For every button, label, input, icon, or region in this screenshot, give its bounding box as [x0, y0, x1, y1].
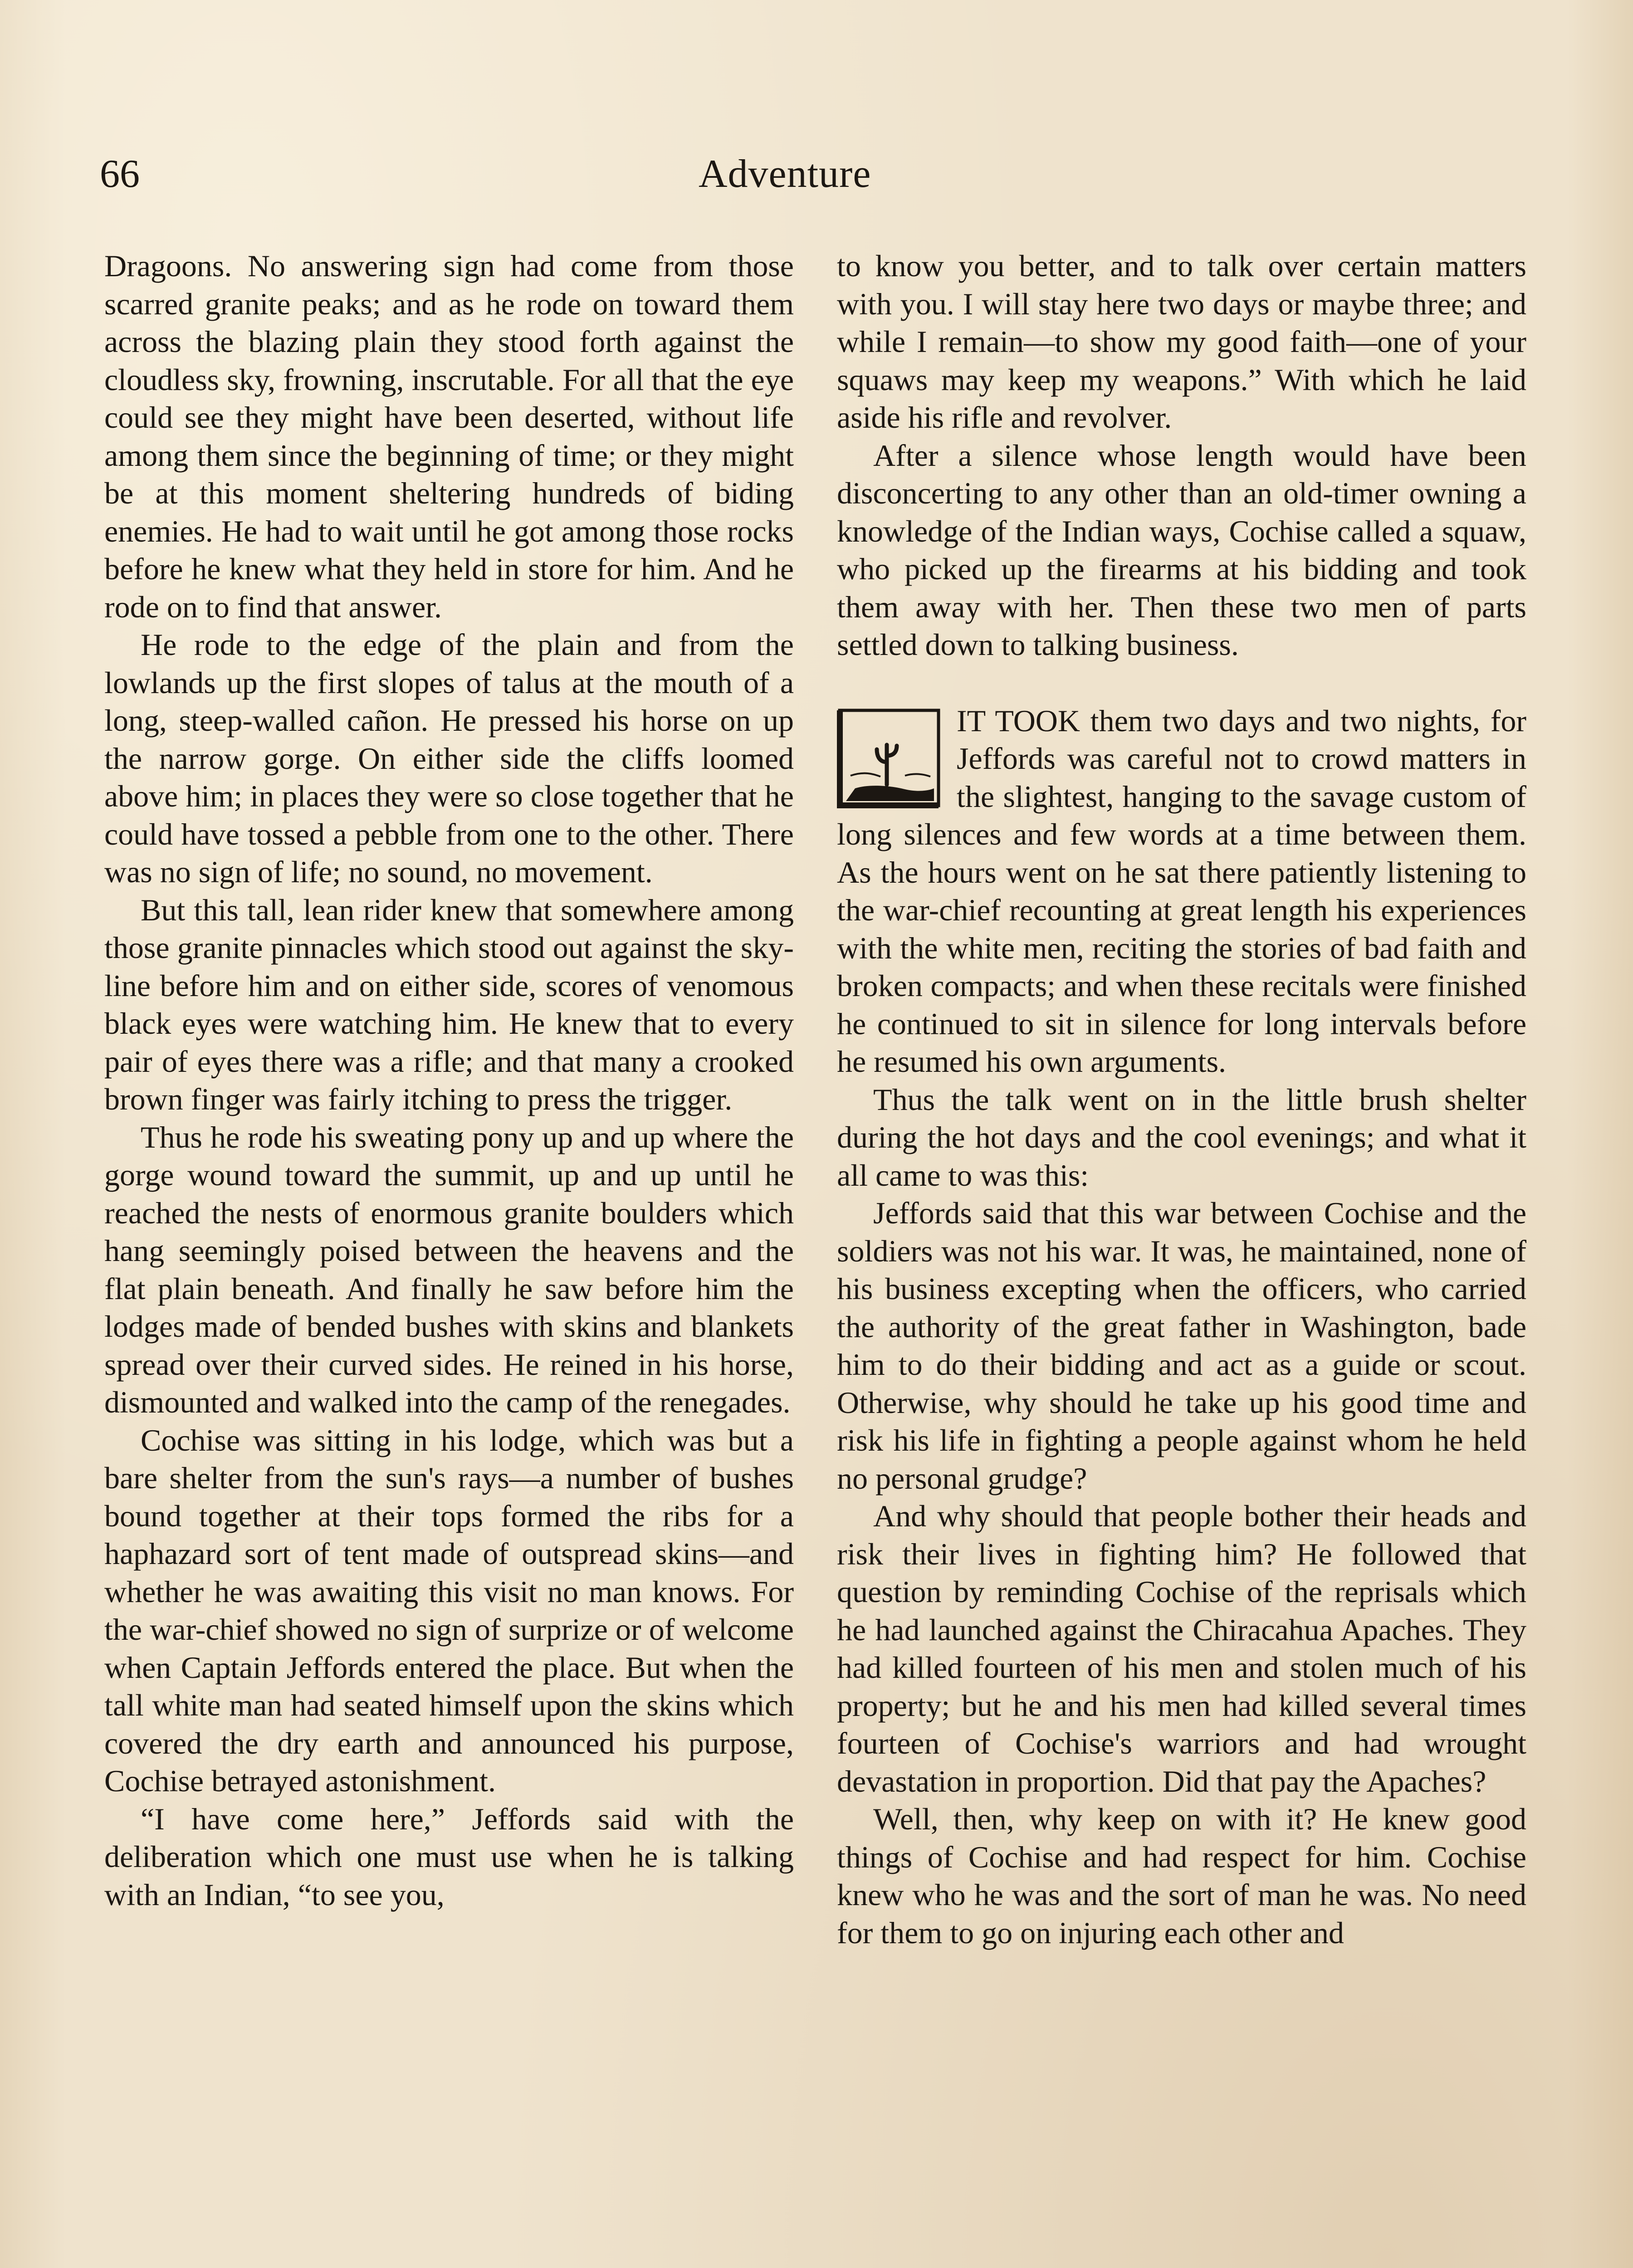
- running-title: Adventure: [699, 152, 871, 196]
- paragraph: Thus the talk went on in the little brush shelter during the hot days and the cool evenings; and what it all came to was this:: [837, 1082, 1526, 1193]
- cactus-vignette-icon: [837, 708, 941, 808]
- paragraph: He rode to the edge of the plain and from the lowlands up the first slopes of talus at the mouth of a long, steep-walled cañon. He pressed his horse on up the narrow gorge. On either side the cliffs loomed above him; in places they were so close together that he could have tossed a pebble from one to the other. There was no sign of life; no sound, no movement.: [104, 627, 794, 889]
- section-opening: [837, 702, 1526, 1081]
- right-column: [837, 247, 1526, 1952]
- section-opening-paragraph: IT TOOK them two days and two nights, for Jeffords was careful not to crowd matters in the slightest, hanging to the savage custom of long silences and few words at a time between them. As the hours went on he sat there patiently listening to the war-chief recounting at great length his experiences with the white men, reciting the stories of bad faith and broken compacts; and when these recitals were finished he continued to sit in silence for long intervals before he resumed his own arguments.: [837, 703, 1526, 1079]
- page-number: 66: [100, 152, 140, 196]
- paragraph: But this tall, lean rider knew that somewhere among those granite pinnacles which stood out against the sky-line before him and on either side, scores of venomous black eyes were watching him. He knew that to every pair of eyes there was a rifle; and that many a crooked brown finger was fairly itching to press the trigger.: [104, 892, 794, 1116]
- paragraph: Thus he rode his sweating pony up and up where the gorge wound toward the summit, up and up until he reached the nests of enormous granite boulders which hang seemingly poised between the heavens and the flat plain beneath. And finally he saw before him the lodges made of bended bushes with skins and blankets spread over their curved sides. He reined in his horse, dismounted and walked into the camp of the renegades.: [104, 1119, 794, 1419]
- paragraph: Dragoons. No answering sign had come from those scarred granite peaks; and as he rode on toward them across the blazing plain they stood forth against the cloudless sky, frowning, inscrutable. For all that the eye could see they might have been deserted, without life among them since the beginning of time; or they might be at this moment sheltering hundreds of biding enemies. He had to wait until he got among those rocks before he knew what they held in store for him. And he rode on to find that answer.: [104, 249, 794, 624]
- section-break: [837, 664, 1526, 702]
- paragraph: Jeffords said that this war between Cochise and the soldiers was not his war. It was, he maintained, none of his business excepting when the officers, who carried the authority of the great father in Washington, bade him to do their bidding and act as a guide or scout. Otherwise, why should he take up his good time and risk his life in fighting a people against whom he held no personal grudge?: [837, 1196, 1526, 1496]
- paragraph: After a silence whose length would have been disconcerting to any other than an old-timer owning a knowledge of the Indian ways, Cochise called a squaw, who picked up the firearms at his bidding and took them away with her. Then these two men of parts settled down to talking business.: [837, 438, 1526, 662]
- paragraph: Cochise was sitting in his lodge, which was but a bare shelter from the sun's rays—a number of bushes bound together at their tops formed the ribs for a haphazard sort of tent made of outspread skins—and whether he was awaiting this visit no man knows. For the war-chief showed no sign of surprize or of welcome when Captain Jeffords entered the place. But when the tall white man had seated himself upon the skins which covered the dry earth and announced his purpose, Cochise betrayed astonishment.: [104, 1422, 794, 1798]
- paragraph: to know you better, and to talk over certain matters with you. I will stay here two days or maybe three; and while I remain—to show my good faith—one of your squaws may keep my weapons.” With which he laid aside his rifle and revolver.: [837, 249, 1526, 435]
- left-column: [104, 247, 794, 1914]
- paragraph: And why should that people bother their heads and risk their lives in fighting him? He followed that question by reminding Cochise of the reprisals which he had launched against the Chiracahua Apaches. They had killed fourteen of his men and stolen much of his property; but he and his men had killed several times fourteen of Cochise's warriors and had wrought devastation in proportion. Did that pay the Apaches?: [837, 1499, 1526, 1799]
- paragraph: Well, then, why keep on with it? He knew good things of Cochise and had respect for him. Cochise knew who he was and the sort of man he was. No need for them to go on injuring each other and: [837, 1802, 1526, 1950]
- paragraph: “I have come here,” Jeffords said with the deliberation which one must use when he is talking with an Indian, “to see you,: [104, 1801, 794, 1912]
